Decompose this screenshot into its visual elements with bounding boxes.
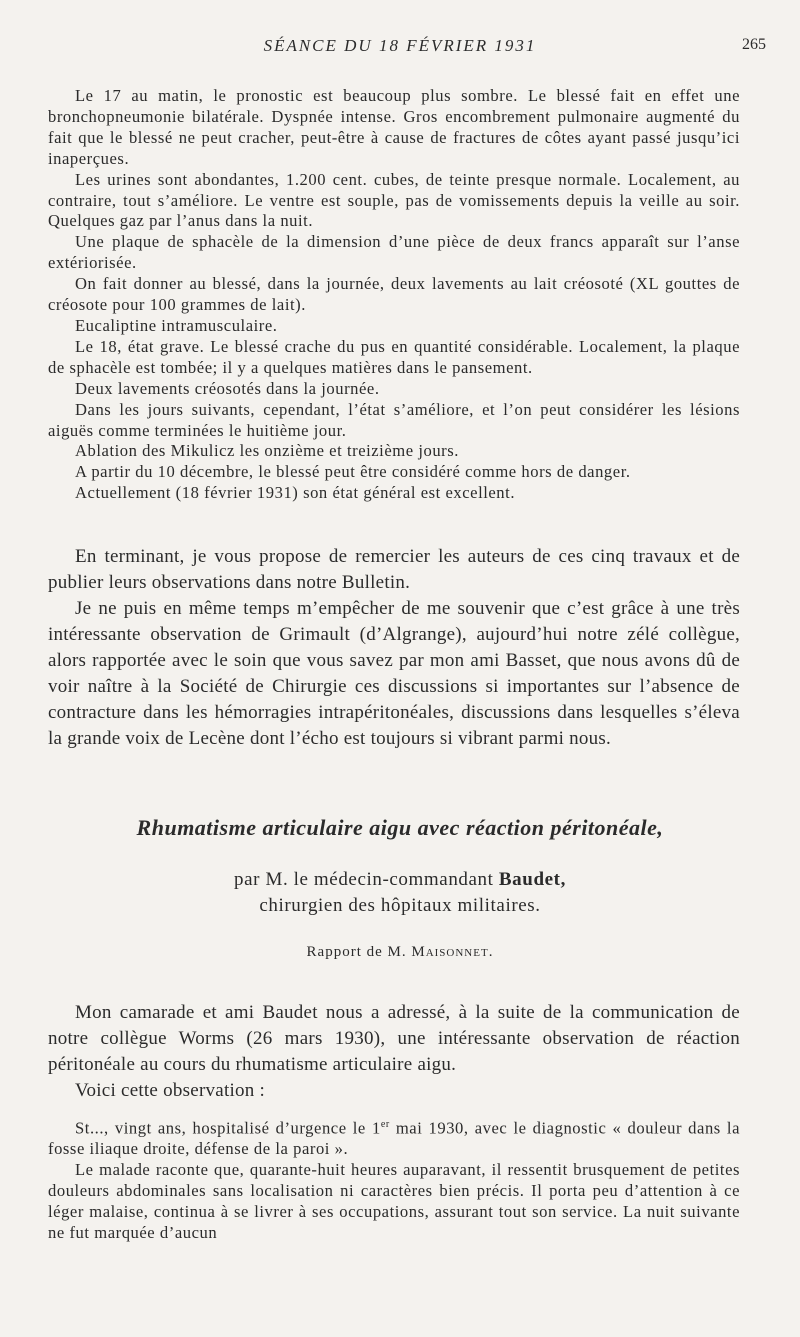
observation-text: St..., vingt ans, hospitalisé d’urgence le 1 bbox=[75, 1118, 381, 1138]
paragraph: En terminant, je vous propose de remercier les auteurs de ces cinq travaux et de publier leurs observations dans notre Bulletin. bbox=[48, 546, 740, 593]
intro-block bbox=[48, 1000, 740, 1104]
paragraph: Deux lavements créosotés dans la journée. bbox=[75, 378, 380, 398]
author-name: Baudet, bbox=[498, 869, 566, 890]
section-title: Rhumatisme articulaire aigu avec réaction péritonéale, bbox=[136, 815, 664, 840]
byline-prefix: par M. le médecin-commandant bbox=[234, 869, 494, 890]
header-title: SÉANCE DU 18 FÉVRIER 1931 bbox=[263, 36, 537, 55]
paragraph: Le 17 au matin, le pronostic est beaucoup plus sombre. Le blessé fait en effet une bronchopneumonie bilatérale. Dyspnée intense. Gros encombrement pulmonaire augmenté du fait que le blessé ne peut cracher, peut-être à cause de fractures de côtes ayant passé jusqu’ici inaperçues. bbox=[48, 86, 740, 168]
report-prefix: Rapport de M. bbox=[306, 944, 407, 960]
paragraph: Actuellement (18 février 1931) son état général est excellent. bbox=[75, 483, 516, 503]
paragraph: Les urines sont abondantes, 1.200 cent. cubes, de teinte presque normale. Localement, au contraire, tout s’améliore. Le ventre est souple, pas de vomissements depuis la veille au soir. Quelques gaz par l’anus dans la nuit. bbox=[48, 169, 740, 231]
page-number: 265 bbox=[742, 36, 766, 53]
paragraph: Le malade raconte que, quarante-huit heures auparavant, il ressentit brusquement de petites douleurs abdominales sans localisation ni caractères bien précis. Il porta peu d’attention à ce léger malaise, continua à se livrer à ses occupations, assurant tout son service. La nuit suivante ne fut marquée d’aucun bbox=[48, 1160, 740, 1243]
paragraph: Le 18, état grave. Le blessé crache du pus en quantité considérable. Localement, la plaque de sphacèle est tombée; il y a quelques matières dans le pansement. bbox=[48, 336, 740, 377]
paragraph: Je ne puis en même temps m’empêcher de me souvenir que c’est grâce à une très intéressante observation de Grimault (d’Algrange), aujourd’hui notre zélé collègue, alors rapportée avec le soin que vous savez par mon ami Basset, que nous avons dû de voir naître à la Société de Chirurgie ces discussions si importantes sur l’absence de contracture dans les hémorragies intrapéritonéales, discussions dans lesquelles s’éleva la grande voix de Lecène dont l’écho est toujours si vibrant parmi nous. bbox=[48, 598, 740, 749]
paragraph: Mon camarade et ami Baudet nous a adressé, à la suite de la communication de notre collègue Worms (26 mars 1930), une intéressante observation de réaction péritonéale au cours du rhumatisme articulaire aigu. bbox=[48, 1002, 740, 1075]
byline bbox=[0, 869, 800, 891]
observation-block bbox=[48, 1115, 740, 1244]
case-report-block bbox=[48, 86, 740, 504]
paragraph: Dans les jours suivants, cependant, l’état s’améliore, et l’on peut considérer les lésions aiguës comme terminées le huitième jour. bbox=[48, 399, 740, 440]
paragraph bbox=[48, 1115, 740, 1160]
reporter-name: Maisonnet. bbox=[411, 944, 494, 960]
paragraph: Ablation des Mikulicz les onzième et treizième jours. bbox=[75, 441, 459, 461]
conclusion-block bbox=[48, 544, 740, 752]
paragraph: A partir du 10 décembre, le blessé peut être considéré comme hors de danger. bbox=[75, 462, 631, 482]
paragraph: On fait donner au blessé, dans la journée, deux lavements au lait créosoté (XL gouttes de créosote pour 100 grammes de lait). bbox=[48, 274, 740, 315]
author-affiliation: chirurgien des hôpitaux militaires. bbox=[259, 895, 541, 916]
paragraph: Eucaliptine intramusculaire. bbox=[75, 315, 278, 335]
observation-text: mai 1930, avec le diagnostic « douleur dans la fosse iliaque droite, défense de la paroi ». bbox=[48, 1118, 741, 1159]
superscript: er bbox=[380, 1119, 390, 1130]
running-header bbox=[0, 36, 800, 62]
report-line bbox=[0, 944, 800, 961]
paragraph: Voici cette observation : bbox=[75, 1080, 266, 1101]
paragraph: Une plaque de sphacèle de la dimension d’une pièce de deux francs apparaît sur l’anse extériorisée. bbox=[48, 232, 740, 273]
